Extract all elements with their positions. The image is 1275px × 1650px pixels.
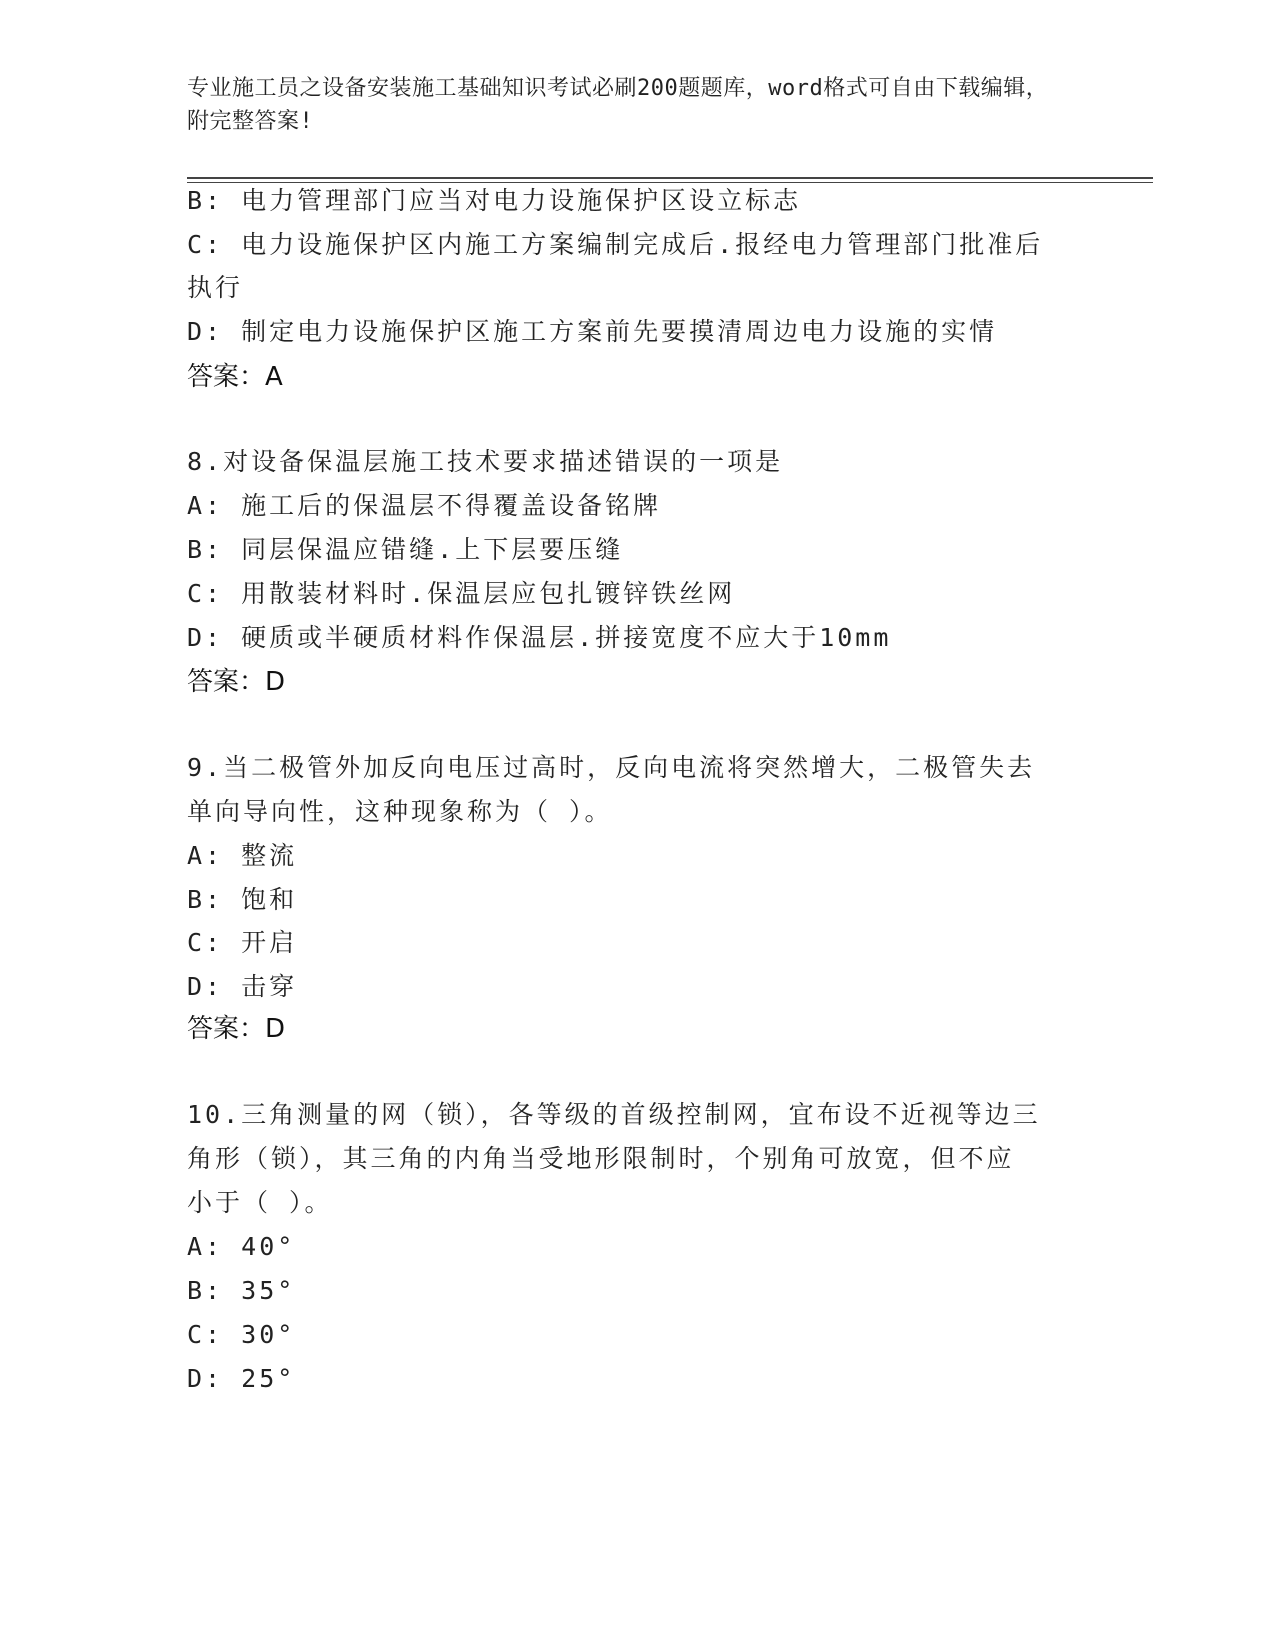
q9-question-line2: 单向导向性，这种现象称为（ ）。	[187, 797, 613, 826]
header-divider-thin	[187, 182, 1153, 183]
page-header: 专业施工员之设备安装施工基础知识考试必刷200题题库，word格式可自由下载编辑，附完整答案!	[187, 76, 1049, 134]
q8-question: 8.对设备保温层施工技术要求描述错误的一项是	[187, 447, 784, 476]
q8-option-d: D: 硬质或半硬质材料作保温层.拼接宽度不应大于10mm	[187, 623, 892, 652]
q10-option-b: B: 35°	[187, 1276, 296, 1305]
q7-option-b: B: 电力管理部门应当对电力设施保护区设立标志	[187, 186, 802, 215]
q8-option-a: A: 施工后的保温层不得覆盖设备铭牌	[187, 491, 662, 520]
q10-question-line3: 小于（ ）。	[187, 1188, 333, 1217]
header-divider-thick	[187, 177, 1153, 179]
q10-option-c: C: 30°	[187, 1320, 296, 1349]
q9-option-a: A: 整流	[187, 841, 298, 870]
q9-option-c: C: 开启	[187, 928, 298, 957]
q7-option-d: D: 制定电力设施保护区施工方案前先要摸清周边电力设施的实情	[187, 317, 998, 346]
q7-answer: 答案：A	[187, 362, 283, 392]
q9-option-d: D: 击穿	[187, 972, 298, 1001]
q10-option-a: A: 40°	[187, 1232, 296, 1261]
q8-answer: 答案：D	[187, 667, 286, 697]
q8-option-c: C: 用散装材料时.保温层应包扎镀锌铁丝网	[187, 579, 736, 608]
q10-question-line2: 角形（锁），其三角的内角当受地形限制时，个别角可放宽，但不应	[187, 1144, 1015, 1173]
q9-question-line1: 9.当二极管外加反向电压过高时，反向电流将突然增大，二极管失去	[187, 753, 1036, 782]
q10-question-line1: 10.三角测量的网（锁），各等级的首级控制网，宜布设不近视等边三	[187, 1100, 1041, 1129]
q9-answer: 答案：D	[187, 1014, 286, 1044]
q10-option-d: D: 25°	[187, 1364, 296, 1393]
q7-option-c-line1: C: 电力设施保护区内施工方案编制完成后.报经电力管理部门批准后	[187, 230, 1044, 259]
q8-option-b: B: 同层保温应错缝.上下层要压缝	[187, 535, 624, 564]
q7-option-c-line2: 执行	[187, 273, 244, 302]
q9-option-b: B: 饱和	[187, 885, 298, 914]
